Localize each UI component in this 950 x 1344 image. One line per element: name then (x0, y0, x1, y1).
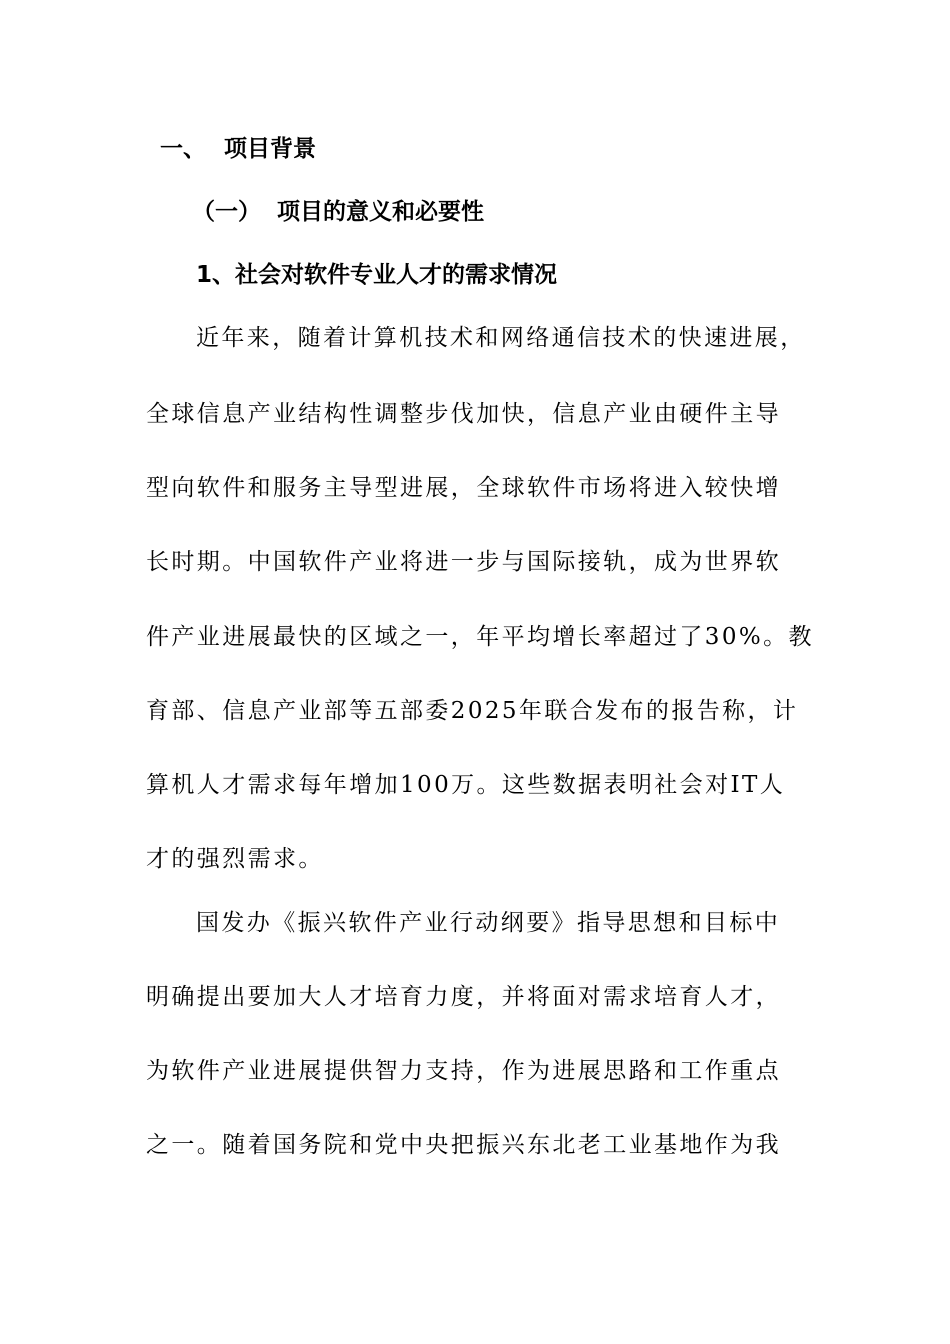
paragraph-2-line: 明确提出要加大人才培育力度，并将面对需求培育人才， (146, 984, 781, 1010)
section-number: 一、 (160, 136, 206, 162)
subsection-heading (192, 197, 484, 227)
paragraph-1-line: 件产业进展最快的区域之一，年平均增长率超过了30%。教 (146, 624, 814, 650)
paragraph-1-line: 型向软件和服务主导型进展，全球软件市场将进入较快增 (146, 475, 781, 501)
paragraph-2-line: 国发办《振兴软件产业行动纲要》指导思想和目标中 (196, 910, 781, 936)
paragraph-1-line: 长时期。中国软件产业将进一步与国际接轨，成为世界软 (146, 549, 781, 575)
section-heading (160, 134, 316, 164)
paragraph-2-line: 为软件产业进展提供智力支持，作为进展思路和工作重点 (146, 1058, 781, 1084)
sub-subsection-heading: 1、社会对软件专业人才的需求情况 (196, 262, 558, 288)
paragraph-1-line: 育部、信息产业部等五部委2025年联合发布的报告称，计 (146, 698, 799, 724)
subsection-number: （一） (192, 199, 261, 225)
subsection-title: 项目的意义和必要性 (277, 199, 484, 225)
paragraph-1-line: 算机人才需求每年增加100万。这些数据表明社会对IT人 (146, 772, 786, 798)
paragraph-1-line: 近年来，随着计算机技术和网络通信技术的快速进展， (196, 325, 806, 351)
paragraph-1-line: 全球信息产业结构性调整步伐加快，信息产业由硬件主导 (146, 401, 781, 427)
section-title: 项目背景 (224, 136, 316, 162)
paragraph-1-line: 才的强烈需求。 (146, 846, 324, 872)
paragraph-2-line: 之一。随着国务院和党中央把振兴东北老工业基地作为我 (146, 1132, 781, 1158)
